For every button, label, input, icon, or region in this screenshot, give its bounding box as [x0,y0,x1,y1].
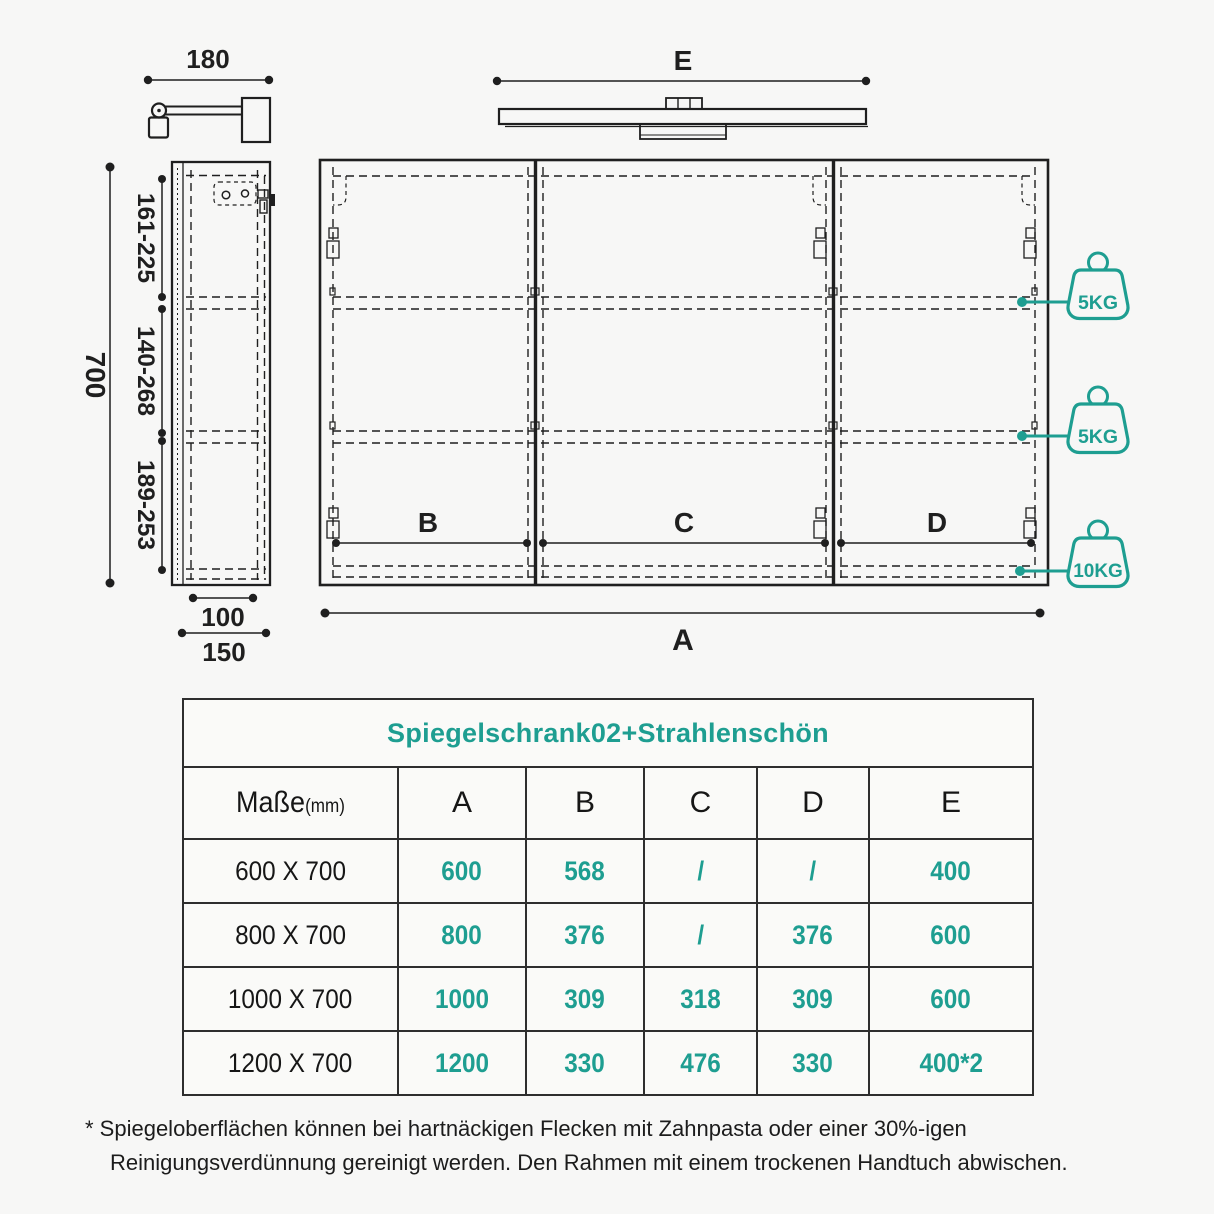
light-bar-top-view [493,45,870,139]
table-row [183,967,1033,1031]
value-cell: 376 [792,919,834,950]
lamp-depth-dimension: 180 [186,44,230,74]
size-cell: 1200 X 700 [228,1047,353,1078]
value-cell: 600 [930,919,972,950]
side-hinge [258,190,275,213]
shelf1-load-label: 5KG [1077,292,1119,314]
total-depth-dimension: 150 [202,637,246,667]
side-dimensions [80,163,270,668]
value-cell: / [697,855,704,886]
value-cell: / [697,919,704,950]
column-header-c: C [644,767,757,839]
value-cell: 400*2 [919,1047,983,1078]
value-cell: 1200 [434,1047,490,1078]
value-cell: 330 [792,1047,834,1078]
bottom-load-label: 10KG [1073,561,1123,582]
table-row [183,839,1033,903]
value-cell: 568 [564,855,606,886]
load-capacity-callouts [1015,253,1128,587]
value-cell: 376 [564,919,606,950]
height-dimension: 700 [80,351,112,399]
door-d-label: D [926,507,948,538]
value-cell: 330 [564,1047,606,1078]
dimension-table [182,698,1034,1096]
door-c-label: C [673,507,695,538]
size-cell: 1000 X 700 [228,983,353,1014]
value-cell: 800 [441,919,483,950]
table-row [183,903,1033,967]
size-cell: 600 X 700 [235,855,346,886]
value-cell: 309 [564,983,606,1014]
upper-range-dimension: 161-225 [132,193,160,283]
corner-bracket-left [333,176,346,205]
shelf-pins [330,288,1037,429]
shelf2-load-label: 5KG [1077,426,1119,448]
column-header-b: B [526,767,644,839]
care-footnote [85,1112,1155,1180]
cabinet-front-view [320,160,1048,657]
middle-range-dimension: 140-268 [132,326,160,416]
body-depth-dimension: 100 [201,602,245,632]
value-cell: 600 [930,983,972,1014]
door-b-label: B [417,507,439,538]
lower-range-dimension: 189-253 [132,460,160,550]
column-header-e: E [869,767,1033,839]
table-row [183,1031,1033,1095]
size-cell: 800 X 700 [235,919,346,950]
column-header-a: A [398,767,526,839]
light-width-dimension: E [673,45,693,76]
value-cell: 400 [930,855,972,886]
corner-bracket-middle [813,176,826,205]
corner-bracket-right [1022,176,1035,205]
value-cell: 309 [792,983,834,1014]
value-cell: / [809,855,817,886]
value-cell: 1000 [434,983,490,1014]
column-header-d: D [757,767,869,839]
cabinet-side-view [172,162,275,585]
care-footnote-line1: * Spiegeloberflächen können bei hartnäckigen Flecken mit Zahnpasta oder einer 30%-igen [85,1116,967,1141]
wall-lamp-side-view [144,44,273,142]
column-header-size: Maße(mm) [183,767,398,839]
size-unit: (mm) [305,796,345,817]
weight-icon [1068,253,1128,319]
total-width-dimension: A [672,624,694,657]
care-footnote-line2: Reinigungsverdünnung gereinigt werden. Den Rahmen mit einem trockenen Handtuch abwischen. [110,1150,1068,1175]
weight-icon [1068,387,1128,453]
hinge-glyphs [327,228,1036,538]
table-title: Spiegelschrank02+Strahlenschön [183,699,1033,767]
value-cell: 476 [680,1047,721,1078]
weight-icon [1068,521,1128,587]
value-cell: 600 [441,855,483,886]
wall-mount-bracket [214,182,256,205]
value-cell: 318 [680,983,721,1014]
